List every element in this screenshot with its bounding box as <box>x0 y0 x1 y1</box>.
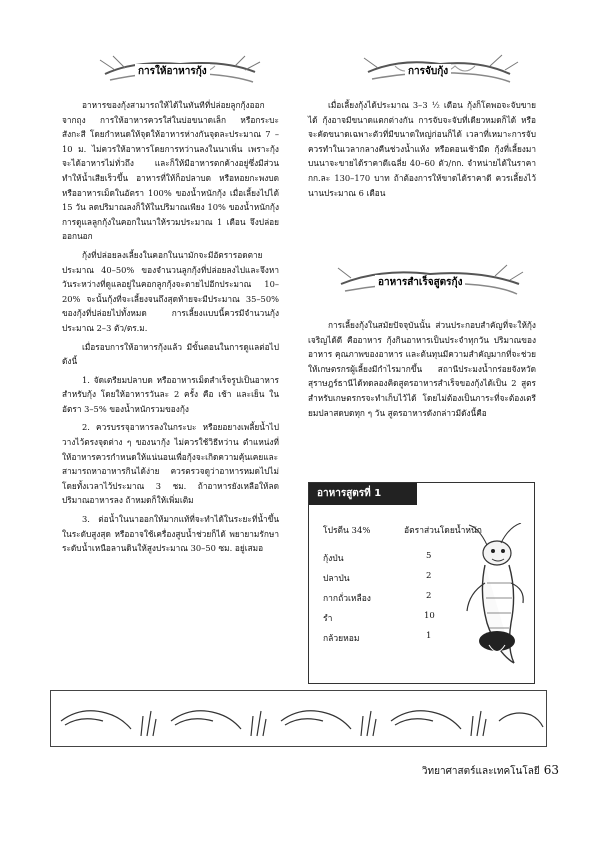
decorative-border <box>50 690 547 747</box>
paragraph: การเลี้ยงกุ้งในสมัยปัจจุบันนั้น ส่วนประกอบสำคัญที่จะให้กุ้งเจริญได้ดี คืออาหาร กุ้งกินอาหารเป็นประจำทุกวัน ปริมาณของอาหาร คุณภาพของอาหาร และต้นทุนมีความสำคัญมากที่จะช่วยให้เกษตรกรผู้เลี้ยงมีกำไรมากขึ้น สถานีประมงน้ำกร่อยจังหวัดสุราษฎร์ธานีได้ทดลองคิดสูตรอาหารสำเร็จของกุ้งได้เป็น 2 สูตร สำหรับเกษตรกรจะทำเก็บไว้ได้ โดยไม่ต้องเป็นภาระที่จะต้องเตรียมปลาสดบดทุก ๆ วัน สูตรอาหารดังกล่าวมีดังนี้คือ <box>308 320 536 418</box>
formula-ratio-heading: อัตราส่วนโดยน้ำหนัก <box>404 526 482 536</box>
ingredient-name: รำ <box>323 614 333 624</box>
magazine-name: วิทยาศาสตร์และเทคโนโลยี <box>421 766 540 777</box>
page-footer <box>422 763 559 779</box>
shrimp-chef-illustration <box>459 523 529 673</box>
feed-formula-heading-banner <box>335 262 525 302</box>
paragraph: กุ้งที่ปล่อยลงเลี้ยงในคอกในนามักจะมีอัตรารอดตายประมาณ 40–50% ของจำนวนลูกกุ้งที่ปล่อยลงไปและจึงหาวันระหว่างที่ดูแลอยู่ในคอกลูกกุ้งจะตายไปอีกประมาณ 10–20% จะนั้นกุ้งที่จะเลี้ยงจนถึงสุดท้ายจะมีประมาณ 35–50% ของกุ้งที่ปล่อยไปทั้งหมด การเลี้ยงแบบนี้ควรมีจำนวนกุ้งประมาณ 2–3 ตัว/ตร.ม. <box>62 249 279 333</box>
feeding-heading: การให้อาหารกุ้ง <box>135 64 210 79</box>
ingredient-value: 5 <box>426 551 432 561</box>
formula-header: อาหารสูตรที่ 1 <box>309 483 417 505</box>
formula-text <box>308 318 536 424</box>
formula-box <box>308 482 535 684</box>
ingredient-value: 1 <box>426 631 432 641</box>
ingredient-name: ปลาป่น <box>323 574 350 584</box>
paragraph: เมื่อเลี้ยงกุ้งได้ประมาณ 3–3 ½ เดือน กุ้งก็โตพอจะจับขายได้ กุ้งอาจมีขนาดแตกต่างกัน การจับจะจับที่เดียวหมดก็ได้ หรือจะคัดขนาดเฉพาะตัวที่มีขนาดใหญ่ก่อนก็ได้ เวลาที่เหมาะการจับควรทำในเวลากลางคืนช่วงน้ำแห้ง หรือตอนเช้ามืด กุ้งที่เลี้ยงมาบนนาจะขายได้ราคาดีเฉลี่ย 40–60 ตัว/กก. จำหน่ายได้ในราคา กก.ละ 130–170 บาท ถ้าต้องการให้ขาดได้ราคาดี ควรเลี้ยงไว้นานประมาณ 6 เดือน <box>308 100 536 198</box>
ingredient-name: กล้วยหอม <box>323 634 360 644</box>
left-column <box>62 98 279 560</box>
paragraph: อาหารของกุ้งสามารถให้ได้ในทันทีที่ปล่อยลูกกุ้งออกจากถุง การให้อาหารควรใส่ในบ่อขนาดเล็ก หรือกระบะสังกะสี โดยกำหนดให้จุดให้อาหารห่างกันจุดละประมาณ 7 – 10 ม. ไม่ควรให้อาหารโดยการหว่านลงในนาเพิ่น เพราะกุ้งจะได้อาหารไม่ทั่วถึง และก็ให้มีอาหารตกค้างอยู่ซึ่งมีส่วนทำให้น้ำเสียเร็วขึ้น อาหารที่ให้ก็อปลาบด หรือหอยกะพงบด หรืออาหารเม็ดในอัตรา 100% ของน้ำหนักกุ้ง เมื่อเลี้ยงไปได้ 15 วัน ลดปริมาณลงก็ให้ในปริมาณเพียง 10% ของน้ำหนักกุ้ง การดูแลลูกกุ้งในคอกในนาให้รวมประมาณ 1 เดือน จึงปล่อยออกนอก <box>62 100 279 242</box>
harvest-heading: การจับกุ้ง <box>405 64 451 79</box>
ingredient-name: กุ้งป่น <box>323 554 344 564</box>
feed-formula-heading: อาหารสำเร็จสูตรกุ้ง <box>375 275 465 290</box>
shrimp-pattern-icon <box>51 691 546 746</box>
harvest-heading-banner <box>360 52 520 92</box>
ingredient-value: 10 <box>424 611 435 621</box>
harvest-text <box>308 98 536 204</box>
paragraph: 1. จัดเตรียมปลาบด หรืออาหารเม็ดสำเร็จรูปเป็นอาหารสำหรับกุ้ง โดยให้อาหารวันละ 2 ครั้ง คือ เช้า และเย็น ในอัตรา 3–5% ของน้ำหนักรวมของกุ้ง <box>62 374 279 414</box>
feeding-heading-banner <box>95 52 265 92</box>
page-number: 63 <box>543 763 559 777</box>
ingredient-value: 2 <box>426 571 432 581</box>
ingredient-name: กากถั่วเหลือง <box>323 594 371 604</box>
formula-protein: โปรตีน 34% <box>323 526 371 536</box>
paragraph: 2. ควรบรรจุอาหารลงในกระบะ หรือยอยางเพลี้ยน้ำไปวางไว้ตรงจุดต่าง ๆ ของนากุ้ง ไม่ควรใช้วิธีหว่าน ตำแหน่งที่ให้อาหารควรกำหนดให้แน่นอนเพื่อกุ้งจะเกิดความคุ้นเคยและสามารถหาอาหารกินได้ง่าย ควรตรวจดูว่าอาหารหมดไปไม่ โดยทั้งเวลาไว้ประมาณ 3 ชม. ถ้าอาหารยังเหลือให้ลดปริมาณอาหารลง ถ้าหมดก็ให้เพิ่มเติม <box>62 422 279 506</box>
paragraph: 3. ต่อน้ำในนาออกให้มากแท้ที่จะทำได้ในระยะที่น้ำขึ้นในระดับสูงสุด หรืออาจใช้เครื่องสูบน้ำช่วยก็ได้ พยายามรักษาระดับน้ำเหนือลานดินให้สูงประมาณ 30–50 ซม. อยู่เสมอ <box>62 514 279 554</box>
ingredient-value: 2 <box>426 591 432 601</box>
paragraph: เมื่อรอบการให้อาหารกุ้งแล้ว มีขั้นตอนในการดูแลต่อไปดังนี้ <box>62 341 279 367</box>
